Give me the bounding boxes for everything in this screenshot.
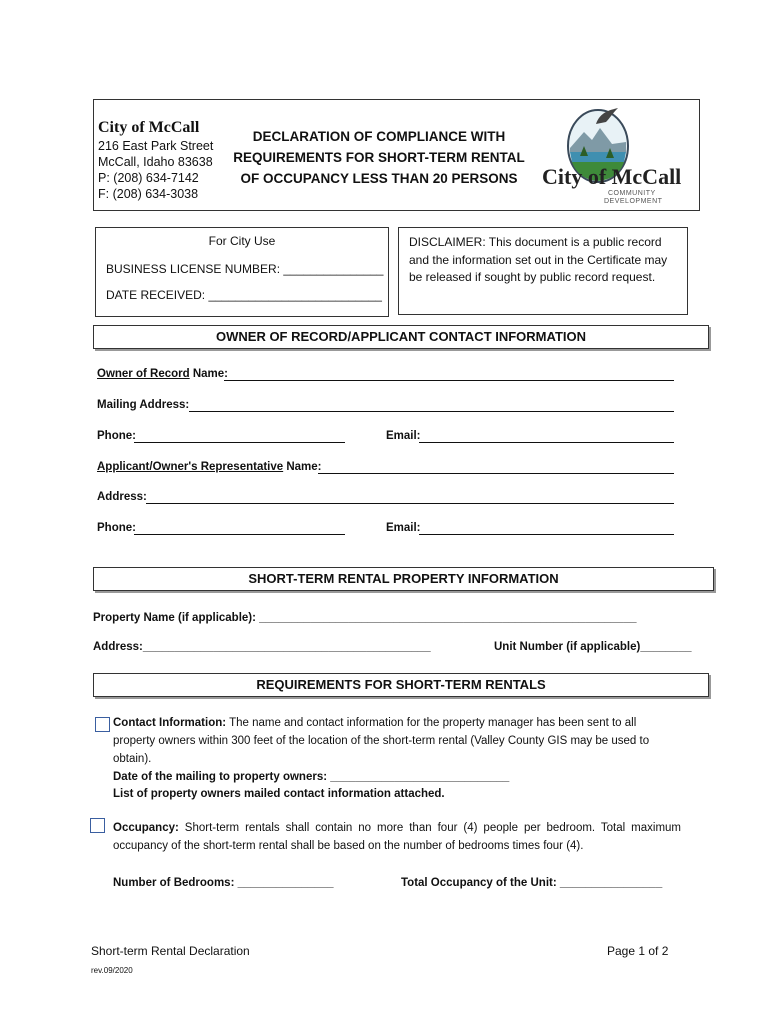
disclaimer-box: DISCLAIMER: This document is a public record and the information set out in the Certificate may be released if sought by public record request. <box>398 227 688 315</box>
address-line1: 216 East Park Street <box>98 139 214 153</box>
logo-city-text: City of McCall <box>542 164 682 189</box>
property-address-field[interactable]: Address:_____________________________________________ <box>93 641 431 653</box>
contact-information-checkbox[interactable] <box>95 717 110 732</box>
contact-information-body: The name and contact information for the property manager has been sent to all property owners within 300 feet of the location of the short-term rental (Valley County GIS may be used to obtain). <box>113 717 650 765</box>
address-label: Address: <box>97 491 147 503</box>
owner-name-label <box>97 368 228 380</box>
email-label: Email: <box>386 430 421 442</box>
rep-email-input[interactable] <box>419 534 674 535</box>
owner-of-record-text: Owner of Record <box>97 368 190 380</box>
address-input[interactable] <box>146 503 674 504</box>
logo-sub-community: COMMUNITY <box>608 190 656 197</box>
mailing-date-field[interactable]: Date of the mailing to property owners: ____________________________ <box>113 771 510 783</box>
footer-revision: rev.09/2020 <box>91 966 133 975</box>
occupancy-body: Short-term rentals shall contain no more than four (4) people per bedroom. Total maximum occupancy of the short-term rental shall be based on the number of bedrooms times four (4). <box>113 822 681 852</box>
rep-email-label: Email: <box>386 522 421 534</box>
rep-phone-input[interactable] <box>134 534 345 535</box>
mailed-list-note: List of property owners mailed contact information attached. <box>113 788 445 800</box>
footer-doc-name: Short-term Rental Declaration <box>91 944 250 958</box>
representative-name-label <box>97 461 322 473</box>
owner-name-suffix: Name: <box>189 368 229 380</box>
title-line2: REQUIREMENTS FOR SHORT-TERM RENTAL <box>233 150 525 165</box>
city-use-box <box>95 227 389 317</box>
occupancy-label: Occupancy: <box>113 822 179 834</box>
representative-name-input[interactable] <box>318 473 674 474</box>
occupancy-checkbox[interactable] <box>90 818 105 833</box>
property-section-heading: SHORT-TERM RENTAL PROPERTY INFORMATION <box>93 567 714 591</box>
mailing-address-label: Mailing Address: <box>97 399 190 411</box>
logo-sub-development: DEVELOPMENT <box>604 198 663 205</box>
phone-input[interactable] <box>134 442 345 443</box>
city-logo <box>540 106 692 208</box>
property-name-field[interactable]: Property Name (if applicable): ___________________________________________________________ <box>93 612 637 624</box>
fax-number: F: (208) 634-3038 <box>98 187 199 201</box>
owner-name-input[interactable] <box>224 380 674 381</box>
document-title <box>222 126 536 189</box>
phone-number: P: (208) 634-7142 <box>98 171 199 185</box>
rep-phone-label: Phone: <box>97 522 136 534</box>
phone-label: Phone: <box>97 430 136 442</box>
occupancy-text <box>113 819 681 855</box>
email-input[interactable] <box>419 442 674 443</box>
representative-text: Applicant/Owner's Representative <box>97 461 284 473</box>
mailing-address-input[interactable] <box>189 411 674 412</box>
date-received-field[interactable]: DATE RECEIVED: __________________________ <box>106 288 382 302</box>
unit-number-field[interactable]: Unit Number (if applicable)________ <box>494 641 692 653</box>
owner-section-heading: OWNER OF RECORD/APPLICANT CONTACT INFORMATION <box>93 325 709 349</box>
requirements-section-heading: REQUIREMENTS FOR SHORT-TERM RENTALS <box>93 673 709 697</box>
city-use-heading: For City Use <box>208 234 276 248</box>
title-line1: DECLARATION OF COMPLIANCE WITH <box>252 129 506 144</box>
contact-information-label: Contact Information: <box>113 717 227 729</box>
footer-page-number: Page 1 of 2 <box>607 944 669 958</box>
city-name: City of McCall <box>98 119 200 136</box>
contact-information-text <box>113 714 681 768</box>
title-line3: OF OCCUPANCY LESS THAN 20 PERSONS <box>240 171 518 186</box>
city-address-block <box>98 118 213 202</box>
representative-name-suffix: Name: <box>283 461 322 473</box>
total-occupancy-field[interactable]: Total Occupancy of the Unit: ________________ <box>401 877 663 889</box>
business-license-field[interactable]: BUSINESS LICENSE NUMBER: _______________ <box>106 262 384 276</box>
address-line2: McCall, Idaho 83638 <box>98 155 213 169</box>
bedrooms-field[interactable]: Number of Bedrooms: _______________ <box>113 877 334 889</box>
